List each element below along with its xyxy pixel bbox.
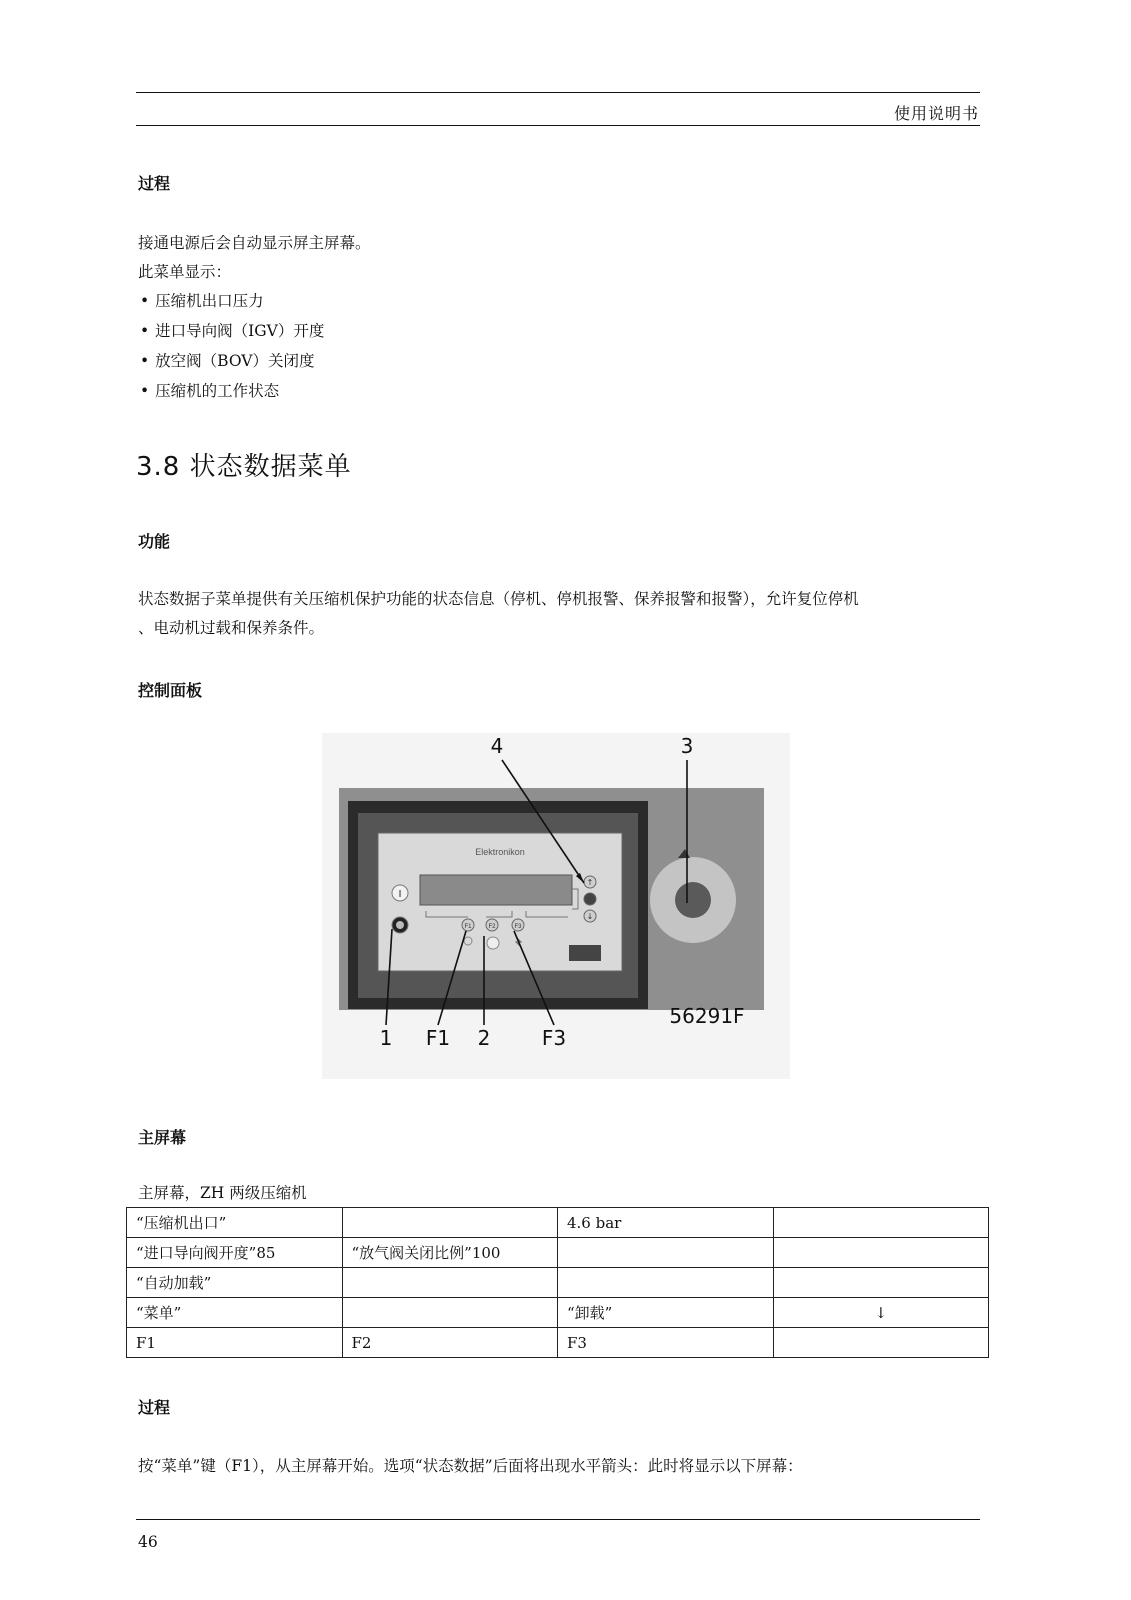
table-cell: F1 [127,1328,343,1358]
process-paragraph-3: 按“菜单”键（F1），从主屏幕开始。选项“状态数据”后面将出现水平箭头：此时将显示以下屏幕： [138,1457,803,1475]
callout-2: 2 [477,1026,491,1050]
table-cell: “卸载” [558,1298,774,1328]
process-paragraph-1: 接通电源后会自动显示屏主屏幕。 [138,234,371,252]
table-cell [342,1208,558,1238]
table-cell [342,1298,558,1328]
header-bottom-rule [136,125,980,126]
table-cell: “压缩机出口” [127,1208,343,1238]
table-cell [773,1268,989,1298]
list-item: • 放空阀（BOV）关闭度 [140,346,324,376]
table-cell: “菜单” [127,1298,343,1328]
list-item: • 压缩机的工作状态 [140,376,324,406]
header-title: 使用说明书 [893,104,979,123]
down-arrow-icon: ↓ [773,1298,989,1328]
tab-key[interactable] [584,893,596,905]
table-caption: 主屏幕，ZH 两级压缩机 [138,1184,307,1202]
f2-key-label: F2 [488,924,496,930]
function-paragraph-1: 状态数据子菜单提供有关压缩机保护功能的状态信息（停机、停机报警、保养报警和报警），允许复位停机 [138,590,859,608]
callout-3: 3 [680,734,694,758]
f3-key-label: F3 [514,924,522,930]
display-items-list [140,286,324,406]
table-cell [773,1328,989,1358]
power-indicator-icon [487,937,499,949]
header-top-rule [136,92,980,93]
page-number: 46 [138,1533,158,1551]
function-paragraph-2: 、电动机过载和保养条件。 [138,619,325,637]
main-screen-table [126,1207,989,1358]
table-row [127,1238,989,1268]
function-heading: 功能 [138,532,171,551]
f1-key-label: F1 [464,924,472,930]
table-cell [558,1238,774,1268]
control-panel-heading: 控制面板 [138,681,203,700]
callout-4: 4 [490,734,504,758]
table-cell [773,1238,989,1268]
logo-plate [569,945,601,961]
main-screen-heading: 主屏幕 [138,1128,187,1147]
table-cell: “进口导向阀开度”85 [127,1238,343,1268]
table-cell: F3 [558,1328,774,1358]
scroll-down-icon: ↓ [586,912,594,921]
stop-key-center [396,921,404,929]
table-row [127,1268,989,1298]
callout-f1: F1 [425,1026,451,1050]
table-cell: “自动加载” [127,1268,343,1298]
section-title: 3.8 状态数据菜单 [136,452,352,482]
table-cell: F2 [342,1328,558,1358]
process-paragraph-2: 此菜单显示： [138,263,232,281]
process-heading: 过程 [138,174,171,193]
table-row [127,1298,989,1328]
footer-rule [136,1519,980,1520]
figure-code: 56291F [669,1004,745,1028]
emergency-stop-button[interactable] [675,882,711,918]
table-cell: 4.6 bar [558,1208,774,1238]
table-cell [342,1268,558,1298]
list-item: • 压缩机出口压力 [140,286,324,316]
start-key-label: I [398,889,402,900]
table-cell [773,1208,989,1238]
callout-f3: F3 [541,1026,567,1050]
table-row [127,1328,989,1358]
process-heading-2: 过程 [138,1398,171,1417]
brand-label: Elektronikon [475,847,525,857]
scroll-up-icon: ↑ [586,878,594,887]
callout-1: 1 [379,1026,393,1050]
table-cell [558,1268,774,1298]
lcd-display [420,875,572,905]
table-cell: “放气阀关闭比例”100 [342,1238,558,1268]
control-panel-figure [322,733,790,1079]
table-row [127,1208,989,1238]
list-item: • 进口导向阀（IGV）开度 [140,316,324,346]
